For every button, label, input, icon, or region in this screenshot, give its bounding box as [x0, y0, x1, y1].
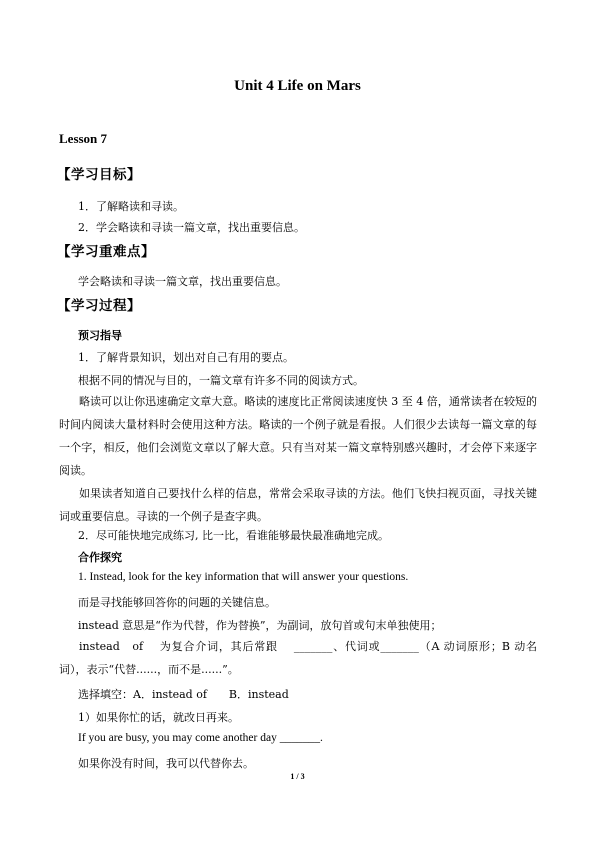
question-2-cn: 如果你没有时间，我可以代替你去。 — [78, 757, 254, 770]
instead-note: instead 意思是“作为代替，作为替换”，为副词，放句首或句末单独使用； — [78, 619, 442, 632]
choice-prompt: 选择填空：A．instead of B．instead — [78, 688, 289, 701]
subheading-preview: 预习指导 — [78, 329, 122, 342]
example-sentence-cn: 而是寻找能够回答你的问题的关键信息。 — [78, 596, 276, 609]
step-2: 2．尽可能快地完成练习, 比一比，看谁能够最快最准确地完成。 — [78, 529, 389, 542]
page-number: 1 / 3 — [290, 772, 305, 781]
example-sentence-en: 1. Instead, look for the key information that will answer your questions. — [78, 571, 409, 583]
section-heading-key-points: 【学习重难点】 — [57, 244, 155, 260]
step-1: 1．了解背景知识，划出对自己有用的要点。 — [78, 351, 294, 364]
skimming-paragraph: 略读可以让你迅速确定文章大意。略读的速度比正常阅读速度快 3 至 4 倍，通常读者在较短的时间内阅读大量材料时会使用这种方法。略读的一个例子就是看报。人们很少去读每一篇文章的每一个字，相反，他们会浏览文章以了解大意。只有当对某一篇文章特别感兴趣时，才会停下来逐字阅读。 — [59, 395, 537, 477]
section-heading-goals: 【学习目标】 — [57, 167, 141, 183]
subheading-cooperation: 合作探究 — [78, 551, 122, 564]
goal-item-2: 2．学会略读和寻读一篇文章，找出重要信息。 — [78, 221, 305, 234]
key-point-text: 学会略读和寻读一篇文章，找出重要信息。 — [78, 275, 287, 288]
goal-item-1: 1．了解略读和寻读。 — [78, 200, 184, 213]
scanning-paragraph: 如果读者知道自己要找什么样的信息，常常会采取寻读的方法。他们飞快扫视页面，寻找关键词或重要信息。寻读的一个例子是查字典。 — [59, 487, 537, 523]
intro-line: 根据不同的情况与目的，一篇文章有许多不同的阅读方式。 — [78, 374, 364, 387]
lesson-heading: Lesson 7 — [59, 131, 108, 146]
instead-of-note: instead of 为复合介词，其后常跟 _______、代词或_______（A 动词原形；B 动名词），表示“代替......，而不是......”。 — [59, 640, 537, 676]
document-title: Unit 4 Life on Mars — [234, 78, 361, 94]
question-1-en: If you are busy, you may come another day _______. — [78, 732, 323, 744]
section-heading-process: 【学习过程】 — [57, 298, 141, 314]
question-1-cn: 1）如果你忙的话，就改日再来。 — [78, 711, 239, 724]
